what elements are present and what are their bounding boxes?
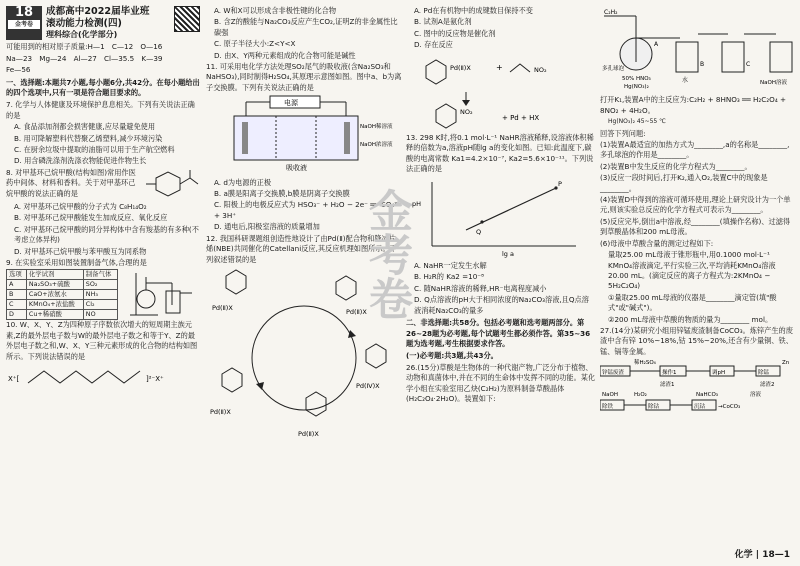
flow-label: NaHCO₃ [696,392,718,399]
option-c: C. 原子半径大小:Z<Y<X [214,39,296,49]
flow-label: H₂O₂ [634,392,647,399]
flow-label: 除锰 [758,370,770,377]
badge-label: 金考卷 [8,20,40,29]
point-p-label: P [558,179,562,188]
flow-label: 操作1 [662,370,677,377]
flow-label: 溶液 [750,392,762,399]
exam-badge [6,6,42,40]
table-header: 化学试剂 [26,270,83,280]
column-4 [600,6,796,420]
svg-text:C₂H₂: C₂H₂ [604,9,618,16]
exam-title: 成都高中2022届毕业班 [46,6,150,17]
flow-label: 锌锰废渣 [602,370,625,377]
option-a: A. NaHR一定发生水解 [414,261,487,271]
ph-graph [406,176,592,258]
gas-apparatus-diagram [122,269,194,317]
titration-description: 量取25.00 mL母液于锥形瓶中,用0.1000 mol·L⁻¹ KMnO₄溶液滴定,平行实验三次,平均消耗KMnO₄溶液20.00 mL。(滴定反应的离子方程式为:2KMnO₄ − 5H₂C₂O₄) [608,250,776,291]
reaction-scheme-diagram [406,52,592,130]
svg-text:]²⁻X⁺: ]²⁻X⁺ [146,374,164,383]
option-d: D. 通电后,阳极室溶液的质量增加 [214,222,320,232]
table-row: D Cu+稀硝酸 NO [7,310,118,320]
option-b: B. H₂R的 Ka2 =10⁻⁸ [414,272,484,282]
svg-text:NO₂: NO₂ [460,107,473,116]
atomic-mass-line: Na—23 Mg—24 Al—27 Cl—35.5 K—39 [6,53,163,63]
flow-label: 沉钴 [694,404,706,411]
option-d: D. 由X、Y两种元素组成的化合物可能是碱性 [214,50,356,60]
question-7: 7. 化学与人体健康及环境保护息息相关。下列有关说法正确的是 [6,100,195,120]
apparatus-label: 多孔球泡 [602,66,625,72]
sub-question-2: (2)装置B中发生反应的化学方程式为________。 [600,161,752,171]
option-b: B. 含Z的酸能与Na₂CO₃反应产生CO₂,证明Z的非金属性比碳强 [214,17,398,37]
exam-title-2: 滚动能力检测(四) [46,18,122,29]
sub-question-6-1: ①量取25.00 mL母液的仪器是________滴定管(填"酸式"或"碱式")。 [608,292,777,313]
apparatus-label: A [654,41,659,48]
exam-subtitle: 理科综合(化学部分) [46,30,118,39]
question-9: 9. 在实验室采用如图装置制备气体,合理的是 [6,257,147,267]
reaction-condition: Hg(NO₃)₂ 45~55 ℃ [608,118,666,126]
svg-text:+: + [496,62,503,72]
flow-label: 除钴 [648,404,660,411]
reaction-statement: 打开K₁,装置A中的主反应为:C₂H₂ + 8HNO₃ ══ H₂C₂O₄ + 8NO₂ + 4H₂O。 [600,95,787,115]
option-b: B. a膜是阳离子交换膜,b膜是阴离子交换膜 [214,189,350,199]
reaction-tail: + Pd + HX [502,113,540,122]
svg-text:NO₂: NO₂ [534,65,547,74]
svg-text:X⁺[: X⁺[ [8,374,20,383]
watermark-stamp: 金考卷 [361,188,412,320]
flow-label: Zn [782,360,790,367]
option-d: D. 对甲基环己烷甲酸与苯甲酸互为同系物 [14,246,147,256]
cyclohexane-structure-icon [142,168,200,202]
atomic-mass-line: Fe—56 [6,65,31,75]
question-11: 11. 可采用电化学方法处理SO₂尾气的吸收液(含Na₂SO₃和NaHSO₃),同时制得H₂SO₄,其原理示意图如图。图中a、b为离子交换膜。下列有关说法正确的是 [206,62,402,92]
question-26: 26.(15分)草酸是生物体的一种代谢产物,广泛分布于植物、动物和真菌体中,并在不同的生命体中发挥不同的功能。某化学小组在实验室用乙炔(C₂H₂)为原料制备草酸晶体(H₂C₂O₄·2H₂O)。装置如下: [406,362,596,403]
svg-text:Pd(Ⅱ)X: Pd(Ⅱ)X [450,63,471,72]
sub-question-6: (6)母液中草酸含量的测定过程如下: [600,238,714,248]
option-b: B. 试剂A是氨化剂 [414,17,472,27]
question-12: 12. 我国科研课题组创造性地设计了由Pd(Ⅱ)配合物和降冰片烯(NBE)共同催化的Catellani反应,其反应机理如图所示。下列叙述错误的是 [206,233,397,264]
question-10: 10. W、X、Y、Z为四种原子序数依次增大的短周期主族元素,Z的最外层电子数与W的最外层电子数之和等于Y、Z的最外层电子数之和,W、X、Y三种元素形成的化合物的结构如图所示。下列说法错误的是 [6,320,198,361]
subsection-heading: (一)必考题:共3题,共43分。 [406,351,498,361]
x-axis-label: lg a [502,249,514,258]
sub-question-3: (3)反应一段时间后,打开K₂,通入O₂,装置C中的现象是________。 [600,173,768,193]
flow-label: NaOH [602,392,618,399]
flow-label: 除铁 [602,404,614,411]
cycle-node-label: Pd(Ⅱ)X [346,307,367,316]
apparatus-label: 50% HNO₃ [622,76,651,82]
apparatus-label: C [746,61,751,68]
option-d: D. 用含磷洗涤剂洗涤衣物能促进作物生长 [14,156,147,166]
section-heading: 一、选择题:本题共7小题,每小题6分,共42分。在每小题给出的四个选项中,只有一项是符合题目要求的。 [6,77,200,98]
atomic-mass-line: 可能用到的相对原子质量:H—1 C—12 O—16 [6,42,163,52]
flow-label: →CoCO₃ [718,404,741,411]
flow-label: 调pH [712,370,726,377]
cycle-node-label: Pd(Ⅱ)X [298,429,319,438]
page-footer: 化学 | 18—1 [734,550,790,560]
answer-prompt: 回答下列问题: [600,128,646,138]
table-row: C KMnO₄+浓盐酸 Cl₂ [7,300,118,310]
option-c: C. 在厨余垃圾中提取的油脂可以用于生产航空燃料 [14,145,175,155]
option-d: D. 存在反应 [414,40,453,50]
table-header: 制备气体 [83,270,117,280]
naoh-dilute-label: NaOH稀溶液 [360,124,393,131]
table-row: B CaO+浓氨水 NH₃ [7,290,118,300]
option-c: C. 图中的反应物是催化剂 [414,28,496,38]
option-b: B. 用可降解塑料代替聚乙烯塑料,减少环境污染 [14,133,163,143]
option-c: C. 阳极上的电极反应式为 HSO₃⁻ + H₂O − 2e⁻ ══ SO₄²⁻ + 3H⁺ [214,200,401,220]
sub-question-1: (1)装置A最适宜的加热方式为________,a的名称是________,多孔球泡的作用是________。 [600,140,790,160]
sub-question-6-2: ②200 mL母液中草酸的物质的量为________ mol。 [608,314,773,324]
power-label: 电源 [284,99,298,108]
reagent-table [6,269,118,320]
sub-question-5: (5)反应完毕,倒出a中溶液,经________(填操作名称)、过滤得到草酸晶体和200 mL母液。 [600,216,791,237]
electrolysis-cell-diagram [206,94,396,174]
option-b: B. 对甲基环己烷甲酸能发生加成反应、氧化反应 [14,213,168,223]
table-header: 选项 [7,270,27,280]
badge-number: 18 [14,5,34,20]
apparatus-label: NaOH溶液 [760,80,787,86]
option-a: A. d为电源的正极 [214,177,272,187]
exam-header [6,6,200,40]
flow-label: 滤渣2 [760,382,775,389]
apparatus-label: Hg(NO₃)₂ [624,84,649,90]
column-3 [406,6,596,405]
apparatus-label: 水 [682,77,689,84]
y-axis-label: pH [412,199,422,208]
flow-label: 稀H₂SO₄ [634,360,656,367]
apparatus-label: B [700,61,705,68]
cycle-node-label: Pd(Ⅳ)X [356,381,380,390]
column-1 [6,6,200,394]
compound-structure-diagram [6,363,186,391]
option-d: D. Q点溶液的pH大于相同浓度的Na₂CO₃溶液,且Q点溶液消耗Na₂CO₃的量多 [414,295,589,315]
table-row: A Na₂SO₃+硫酸 SO₂ [7,280,118,290]
flow-label: 滤渣1 [660,382,675,389]
option-c: C. 随NaHR溶液的稀释,HR⁻电离程度减小 [414,283,547,293]
cycle-node-label: Pd(Ⅱ)X [212,303,233,312]
option-a: A. W和X可以形成含非极性键的化合物 [214,6,337,15]
option-a: A. 对甲基环己烷甲酸的分子式为 C₈H₁₄O₂ [14,201,147,211]
absorbent-label: 吸收液 [286,164,307,173]
option-a: A. Pd在有机物中的成键数目保持不变 [414,6,533,15]
question-27: 27.(14分)某研究小组用锌锰废渣制备CoCO₃。炼锌产生的废渣中含有锌 10%~18%,钴 15%~20%,还含有少量铜、铁、锰、镉等金属。 [600,325,793,356]
cycle-node-label: Pd(Ⅱ)X [210,407,231,416]
apparatus-diagram [600,6,796,92]
option-c: C. 对甲基环己烷甲酸的同分异构体中含有羧基的有多种(不考虑立体异构) [14,224,199,245]
section-heading: 二、非选择题:共58分。包括必考题和选考题两部分。第26~28题为必考题,每个试题考生都必须作答。第35~36题为选考题,考生根据要求作答。 [406,318,591,348]
process-flow-diagram [600,358,796,416]
option-a: A. 食品添加剂都会损害健康,应尽量避免使用 [14,122,156,132]
question-13: 13. 298 K时,将0.1 mol·L⁻¹ NaHR溶液稀释,设溶液体积稀释的倍数为a,溶液pH随lg a的变化如图。已知:此温度下,碳酸的电离常数 Ka1=4.2×10⁻⁷, Ka2=5.6×10⁻¹¹。下列说法正确的是 [406,133,594,174]
point-q-label: Q [476,227,482,236]
sub-question-4: (4)装置D中得到的溶液可循环使用,理论上研究设计为一个单元,则该实验总反应的化学方程式可表示为________。 [600,195,791,215]
question-8: 8. 对甲基环己烷甲酸(结构如图)常用作医药中间体、材料和香料。关于对甲基环己烷甲酸的说法正确的是 [6,167,136,198]
qr-code-icon [174,6,200,32]
naoh-concentrated-label: NaOH浓溶液 [360,142,393,149]
